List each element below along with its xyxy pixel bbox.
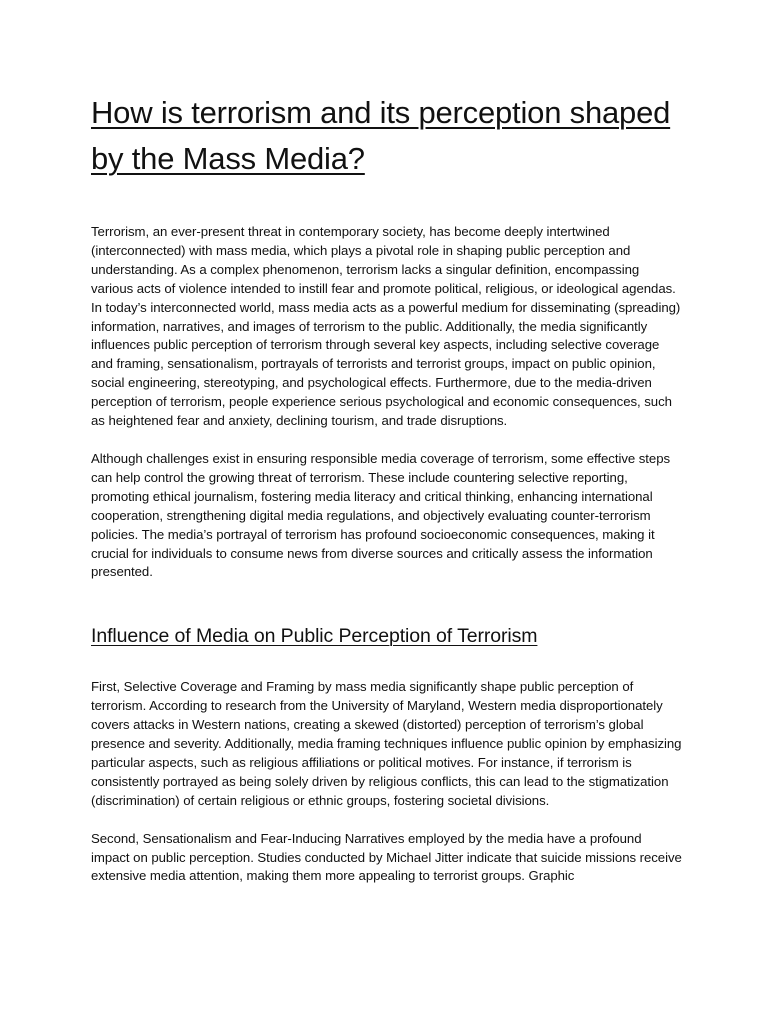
section-paragraph-2: Second, Sensationalism and Fear-Inducing Narratives employed by the media have a profound impact on public perception. Studies conducted by Michael Jitter indicate that suicide missions receive extensive media attention, making them more appealing to terrorist groups. Graphic [91, 830, 682, 884]
intro-paragraph-2: Although challenges exist in ensuring responsible media coverage of terrorism, some effective steps can help control the growing threat of terrorism. These include countering selective reporting, promoting ethical journalism, fostering media literacy and critical thinking, enhancing international cooperation, strengthening digital media regulations, and objectively evaluating counter-terrorism policies. The media’s portrayal of terrorism has profound socioeconomic consequences, making it crucial for individuals to consume news from diverse sources and critically assess the information presented. [91, 450, 671, 580]
document-page [91, 90, 683, 886]
intro-paragraph-1: Terrorism, an ever-present threat in contemporary society, has become deeply intertwined (interconnected) with mass media, which plays a pivotal role in shaping public perception and understanding. As a complex phenomenon, terrorism lacks a singular definition, encompassing various acts of violence intended to instill fear and promote political, religious, or ideological agendas. In today’s interconnected world, mass media acts as a powerful medium for disseminating (spreading) information, narratives, and images of terrorism to the public. Additionally, the media significantly influences public perception of terrorism through several key aspects, including selective coverage and framing, sensationalism, portrayals of terrorists and terrorist groups, impact on public opinion, social engineering, stereotyping, and psychological effects. Furthermore, due to the media-driven perception of terrorism, people experience serious psychological and economic consequences, such as heightened fear and anxiety, declining tourism, and trade disruptions. [91, 224, 681, 429]
section-heading: Influence of Media on Public Perception of Terrorism [91, 625, 538, 648]
section-paragraph-1: First, Selective Coverage and Framing by mass media significantly shape public perception of terrorism. According to research from the University of Maryland, Western media disproportionately covers attacks in Western nations, creating a skewed (distorted) perception of terrorism’s global presence and severity. Additionally, media framing techniques influence public opinion by emphasizing particular aspects, such as religious affiliations or political motives. For instance, if terrorism is consistently portrayed as being solely driven by religious conflicts, this can lead to the stigmatization (discrimination) of certain religious or ethnic groups, fostering societal divisions. [91, 679, 682, 808]
document-title: How is terrorism and its perception shaped by the Mass Media? [91, 95, 671, 176]
